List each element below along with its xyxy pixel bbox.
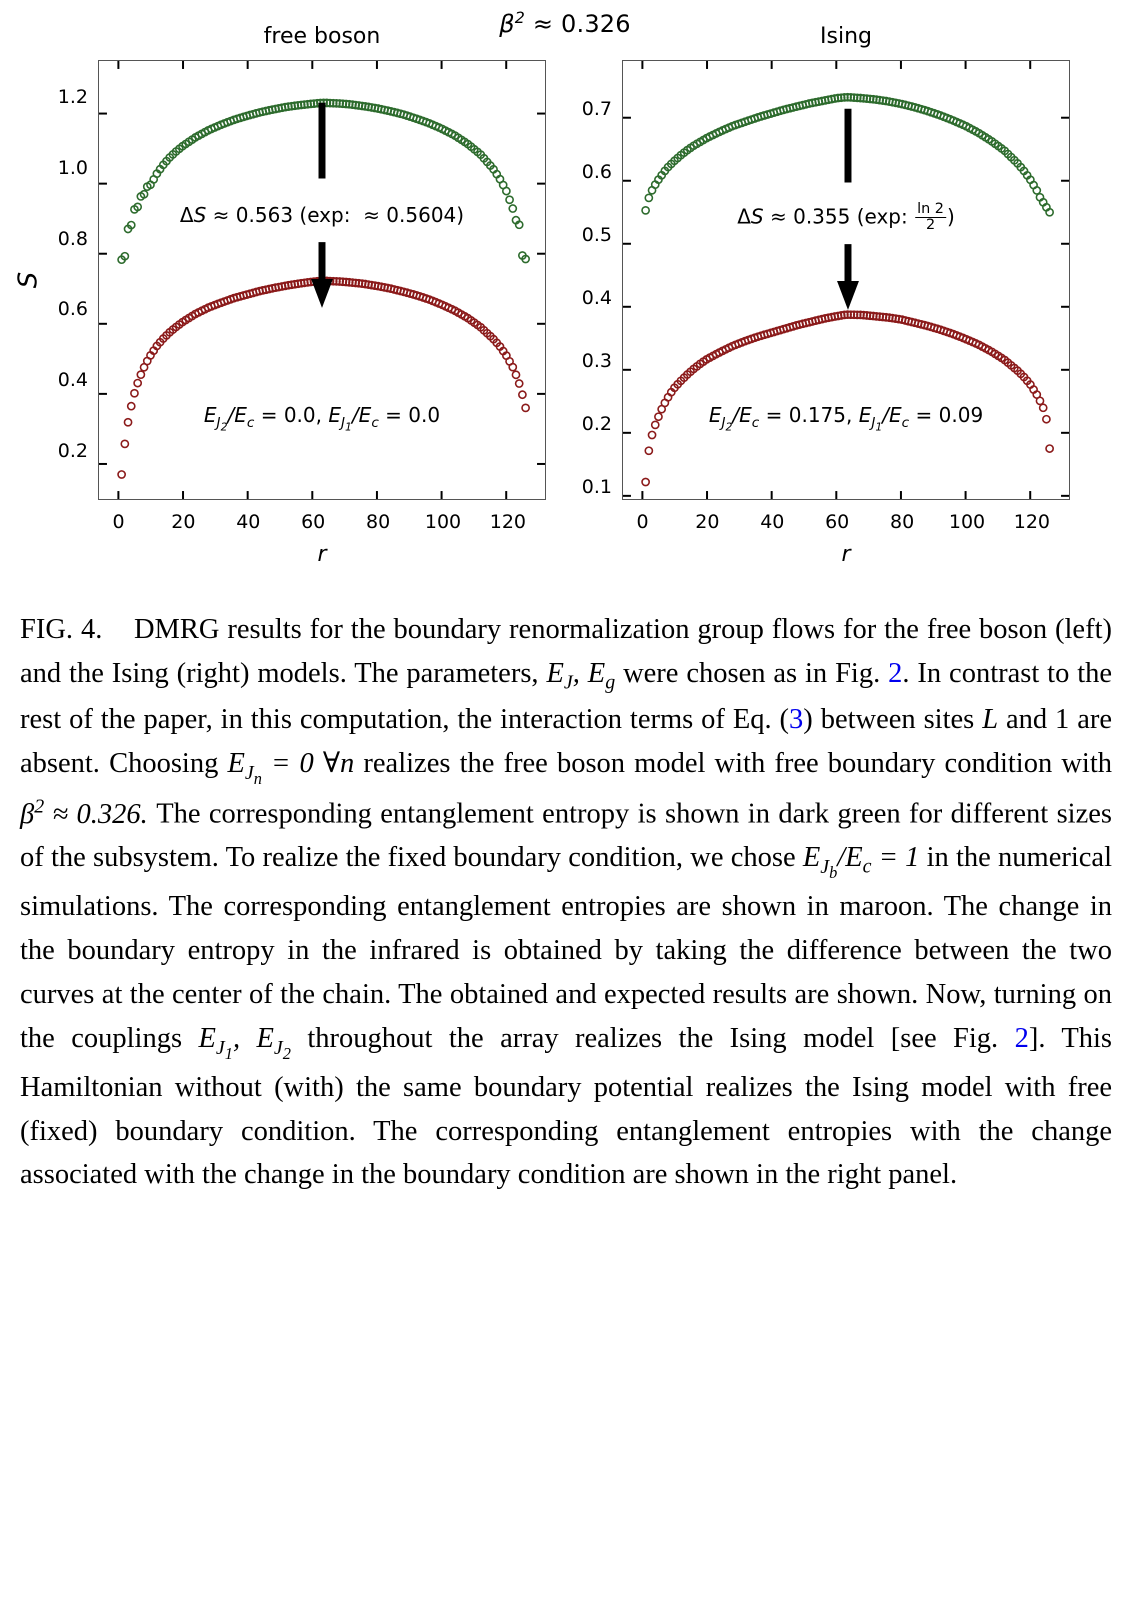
caption-text-4: ) between sites: [803, 704, 975, 736]
param-ej1-right: 0.09: [938, 403, 984, 427]
ytick-right-3: 0.4: [581, 287, 612, 309]
xtick-left-1: 20: [171, 511, 196, 533]
xtick-left-3: 60: [301, 511, 326, 533]
plot-area-free-boson: [57, 60, 546, 533]
fraction-denominator: 2: [925, 216, 936, 233]
panel-free-boson: [13, 24, 546, 567]
panel-title-free-boson: free boson: [263, 24, 381, 49]
plot-area-ising: [581, 60, 1070, 533]
ytick-right-4: 0.5: [581, 224, 612, 246]
caption-math-L: L: [982, 704, 999, 736]
y-axis-label-left: S: [13, 271, 44, 289]
figure-suptitle: $\beta^2 \approx 0.326$: [499, 8, 631, 38]
caption-text-7: The corresponding entanglement entropy is shown in dark green for different sizes of the subsystem. To realize the fixed boundary condition, we chose: [20, 798, 1112, 874]
ytick-left-0: 0.2: [57, 440, 88, 462]
xtick-left-6: 120: [489, 511, 527, 533]
caption-math-beta2: $\beta^2 \approx 0.326$.: [20, 795, 148, 830]
caption-label: FIG. 4.: [20, 614, 103, 645]
series-fixed-boundary-right: [642, 311, 1053, 485]
params-annotation-right: $E_{J_2}/E_c = 0.175$, $E_{J_1}/E_c = 0.09$: [708, 403, 984, 434]
caption-math-ej1-ej2: $E_{J_1}$, $E_{J_2}$: [198, 1022, 291, 1063]
caption-text-8: in the numerical simulations. The corresponding entanglement entropies are shown in maroon. The change in the boundary entropy in the infrared is obtained by taking the difference between the two curves at the center of the chain. The obtained and expected results are shown. Now, turning on the couplings: [20, 842, 1112, 1054]
param-ej2-left: 0.0: [283, 403, 316, 427]
caption-math-ejb: $E_{J_b}/E_c = 1$: [802, 842, 920, 883]
delta-s-annotation-right: ΔS ≈ 0.355 (exp: $\frac{\ln 2}{2}$ ): [737, 201, 955, 233]
ytick-right-1: 0.2: [581, 413, 612, 435]
xtick-right-4: 80: [890, 511, 915, 533]
caption-math-ejn: $E_{J_n} = 0$ ∀n: [227, 748, 355, 788]
ytick-right-2: 0.3: [581, 350, 612, 372]
xtick-right-2: 40: [760, 511, 785, 533]
fraction-numerator: ln 2: [917, 201, 944, 217]
delta-s-annotation-left: ΔS ≈ 0.563 (exp: ≈ 0.5604): [179, 203, 465, 227]
xtick-right-1: 20: [695, 511, 720, 533]
xtick-left-5: 100: [424, 511, 462, 533]
xtick-left-2: 40: [236, 511, 261, 533]
param-ej1-left: 0.0: [408, 403, 441, 427]
caption-text-6: realizes the free boson model with free boundary condition with: [363, 748, 1113, 780]
params-annotation-left: $E_{J_2}/E_c = 0.0$, $E_{J_1}/E_c = 0.0$: [203, 403, 441, 434]
ytick-right-0: 0.1: [581, 476, 612, 498]
caption-text-10: ]. This Hamiltonian without (with) the same boundary potential realizes the Ising model with free (fixed) boundary condition. The corresponding entanglement entropies with the change associated with the change in the boundary condition are shown in the right panel.: [20, 1022, 1113, 1191]
caption-text-2: were chosen as in Fig.: [623, 657, 881, 689]
panel-title-ising: Ising: [820, 24, 872, 49]
ln2-over-2-fraction: [915, 202, 946, 232]
panel-ising: [581, 24, 1070, 567]
ytick-left-2: 0.6: [57, 298, 88, 321]
caption-link-fig2-a[interactable]: 2: [888, 657, 903, 689]
ytick-right-5: 0.6: [581, 161, 612, 183]
caption-text-5: and 1 are absent. Choosing: [20, 704, 1113, 780]
ytick-left-1: 0.4: [57, 369, 88, 392]
xtick-left-0: 0: [112, 511, 125, 533]
caption-math-ej-eg: $E_J$, $E_g$: [546, 657, 616, 694]
caption-text-3: In contrast to the rest of the paper, in this computation, the interaction terms of Eq. (: [20, 657, 1113, 736]
xtick-right-5: 100: [948, 511, 986, 533]
delta-s-value-left: 0.563: [235, 203, 294, 227]
figure-caption: FIG. 4. DMRG results for the boundary renormalization group flows for the free boson (left) and the Ising (right) models. The parameters, $E_J$, $E_g$ were chosen as in Fig. 2. In contrast to the rest of the paper, in this computation, the interaction terms of Eq. (3) between sites L and 1 are absent. Choosing $E_{J_n} = 0$ ∀n realizes the free boson model with free boundary condition with $\beta^2 \approx 0.326$. The corresponding entanglement entropy is shown in dark green for different sizes of the subsystem. To realize the fixed boundary condition, we chose $E_{J_b}/E_c = 1$ in the numerical simulations. The corresponding entanglement entropies are shown in maroon. The change in the boundary entropy in the infrared is obtained by taking the difference between the two curves at the center of the chain. The obtained and expected results are shown. Now, turning on the couplings $E_{J_1}$, $E_{J_2}$ throughout the array realizes the Ising model [see Fig. 2]. This Hamiltonian without (with) the same boundary potential realizes the Ising model with free (fixed) boundary condition. The corresponding entanglement entropies with the change associated with the change in the boundary condition are shown in the right panel.: [20, 614, 1113, 1191]
xtick-left-4: 80: [366, 511, 391, 533]
caption-text-9: throughout the array realizes the Ising model [see Fig.: [307, 1022, 999, 1054]
series-fixed-boundary-left: [118, 277, 529, 478]
x-axis-label-left: r: [317, 542, 327, 567]
ytick-left-3: 0.8: [57, 227, 88, 250]
ytick-left-5: 1.2: [57, 86, 88, 108]
xtick-right-0: 0: [636, 511, 649, 533]
delta-s-expected-left: 0.5604: [386, 203, 457, 227]
caption-link-eq3[interactable]: 3: [789, 704, 804, 736]
caption-link-fig2-b[interactable]: 2: [1014, 1022, 1029, 1054]
ytick-right-6: 0.7: [581, 98, 612, 120]
ytick-left-4: 1.0: [57, 156, 88, 179]
x-axis-label-right: r: [841, 542, 851, 567]
xtick-right-3: 60: [825, 511, 850, 533]
param-ej2-right: 0.175: [788, 403, 847, 427]
suptitle-number: 0.326: [561, 10, 631, 38]
caption-text-1: DMRG results for the boundary renormalization group flows for the free boson (left) and the Ising (right) models. The parameters,: [20, 614, 1112, 689]
delta-s-value-right: 0.355: [793, 204, 851, 229]
figure-graphic: [0, 0, 1130, 580]
xtick-right-6: 120: [1013, 511, 1051, 533]
